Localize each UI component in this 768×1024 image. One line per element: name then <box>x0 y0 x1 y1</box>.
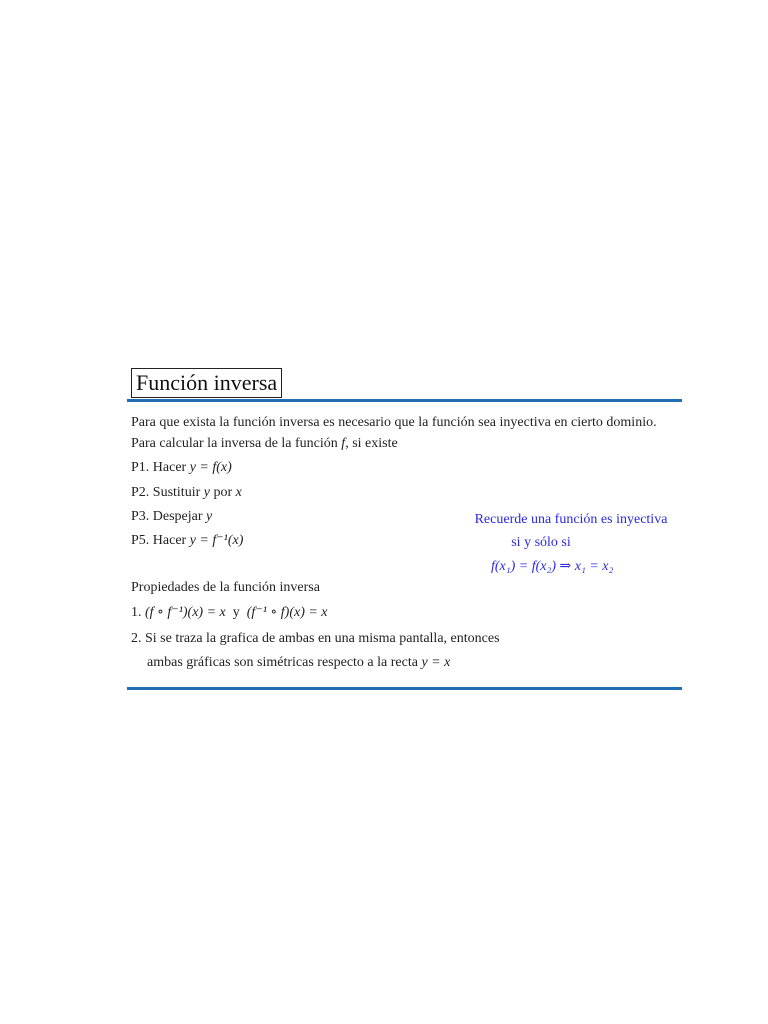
step-p5-label: P5. Hacer <box>131 533 187 548</box>
intro-line-2-var: f <box>341 436 346 451</box>
step-p2-label: P2. Sustituir <box>131 485 201 500</box>
step-p3-label: P3. Despejar <box>131 509 203 524</box>
intro-line-2-suffix: , si existe <box>345 436 398 451</box>
property-1 <box>131 604 328 622</box>
step-p5-math: y = f⁻¹(x) <box>189 533 244 548</box>
intro-line-2-prefix: Para calcular la inversa de la función <box>131 436 338 451</box>
property-1-right: (f⁻¹ ∘ f)(x) = x <box>246 605 328 620</box>
step-p1-label: P1. Hacer <box>131 460 187 475</box>
note-line-3: f(x₁) = f(x₂) ⇒ x₁ = x₂ <box>491 559 614 574</box>
property-1-number: 1. <box>131 605 142 620</box>
bottom-divider <box>127 687 682 690</box>
step-p3-var1: y <box>206 509 213 524</box>
intro-line-2 <box>131 435 398 453</box>
note-line-1: Recuerde una función es inyectiva <box>474 512 668 527</box>
property-2-line-2-math: y = x <box>421 655 451 670</box>
property-1-and: y <box>232 605 240 620</box>
property-2-line-2-prefix: ambas gráficas son simétricas respecto a la recta <box>147 655 418 670</box>
note-line-2: si y sólo si <box>511 535 571 550</box>
step-p2-var2: x <box>235 485 242 500</box>
step-p2-var1: y <box>203 485 210 500</box>
section-title: Función inversa <box>131 368 282 398</box>
property-2-line-2 <box>147 654 450 672</box>
property-2-line-1: 2. Si se traza la grafica de ambas en una misma pantalla, entonces <box>131 631 500 646</box>
top-divider <box>127 399 682 402</box>
step-p3 <box>131 508 212 526</box>
step-p2-mid: por <box>213 485 233 500</box>
properties-heading: Propiedades de la función inversa <box>131 580 320 595</box>
step-p5 <box>131 532 243 550</box>
intro-line-1: Para que exista la función inversa es necesario que la función sea inyectiva en cierto dominio. <box>131 415 657 430</box>
property-1-left: (f ∘ f⁻¹)(x) = x <box>145 605 226 620</box>
step-p2 <box>131 484 242 502</box>
step-p1 <box>131 459 232 477</box>
step-p1-math: y = f(x) <box>189 460 232 475</box>
